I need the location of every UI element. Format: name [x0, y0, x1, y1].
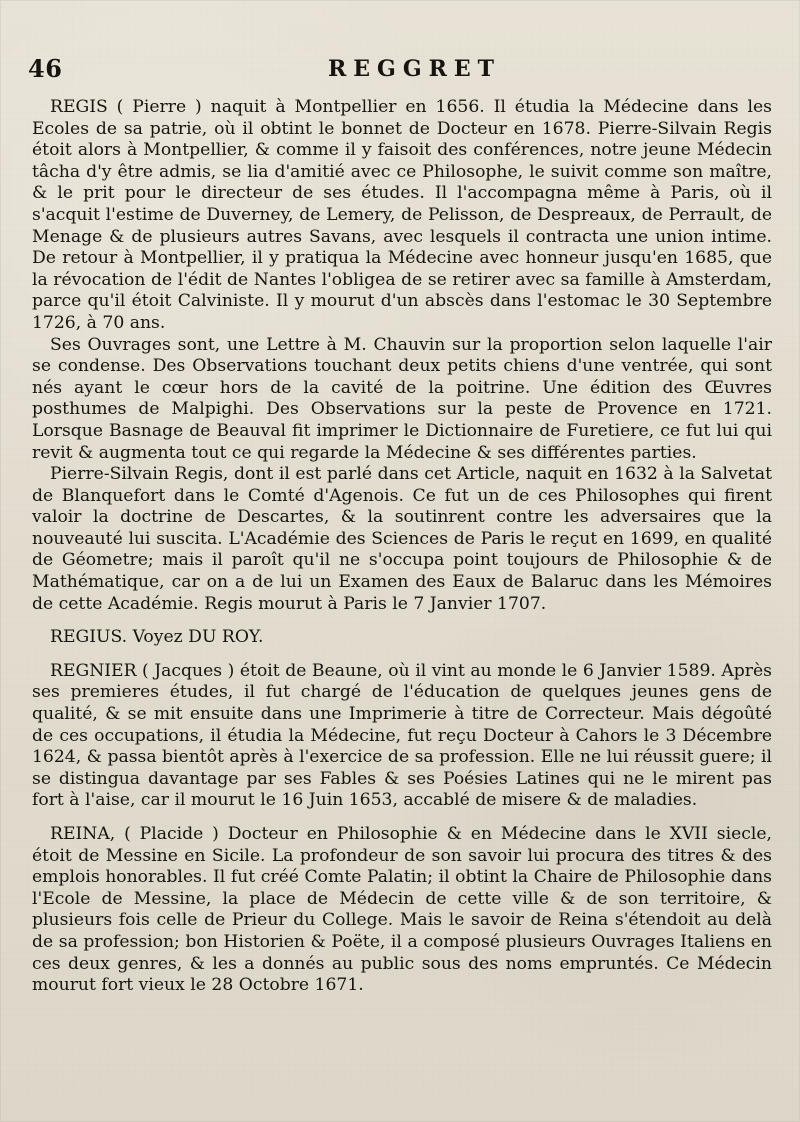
entry-spacer	[32, 615, 772, 627]
regis-paragraph-3: Pierre-Silvain Regis, dont il est parlé dans cet Article, naquit en 1632 à la Salvetat de Blanquefort dans le Comté d'Agenois. Ce fut un de ces Philosophes qui firent valoir la doctrine de Descartes, & la soutinrent contre les adversaires que la nouveauté lui suscita. L'Académie des Sciences de Paris le reçut en 1699, en qualité de Géometre; mais il paroît qu'il ne s'occupa point toujours de Philosophie & de Mathématique, car on a de lui un Examen des Eaux de Balaruc dans les Mémoires de cette Académie. Regis mourut à Paris le 7 Janvier 1707.	[32, 464, 772, 614]
regis-paragraph-2: Ses Ouvrages sont, une Lettre à M. Chauvin sur la proportion selon laquelle l'air se condense. Des Observations touchant deux petits chiens d'une ventrée, qui sont nés ayant le cœur hors de la cavité de la poitrine. Une édition des Œuvres posthumes de Malpighi. Des Observations sur la peste de Provence en 1721. Lorsque Basnage de Beauval fit imprimer le Dictionnaire de Furetiere, ce fut lui qui revit & augmenta tout ce qui regarde la Médecine & ses différentes parties.	[32, 334, 772, 463]
entry-spacer	[32, 649, 772, 661]
main-text	[32, 97, 772, 997]
reina-entry: REINA, ( Placide ) Docteur en Philosophie & en Médecine dans le XVII siecle, étoit de Messine en Sicile. La profondeur de son savoir lui procura des titres & des emplois honorables. Il fut créé Comte Palatin; il obtint la Chaire de Philosophie dans l'Ecole de Messine, la place de Médecin de cette ville & de son territoire, & plusieurs fois celle de Prieur du College. Mais le savoir de Reina s'étendoit au delà de sa profession; bon Historien & Poëte, il a composé plusieurs Ouvrages Italiens en ces deux genres, & les a donnés au public sous des noms empruntés. Ce Médecin mourut fort vieux le 28 Octobre 1671.	[32, 824, 772, 996]
entry-spacer	[32, 812, 772, 824]
page-header	[28, 54, 776, 84]
regius-entry: REGIUS. Voyez DU ROY.	[50, 627, 264, 648]
regis-paragraph-1: REGIS ( Pierre ) naquit à Montpellier en 1656. Il étudia la Médecine dans les Ecoles de sa patrie, où il obtint le bonnet de Docteur en 1678. Pierre-Silvain Regis étoit alors à Montpellier, & comme il y faisoit des conférences, notre jeune Médecin tâcha d'y être admis, se lia d'amitié avec ce Philosophe, le suivit comme son maître, & le prit pour le directeur de ses études. Il l'accompagna même à Paris, où il s'acquit l'estime de Duverney, de Lemery, de Pelisson, de Despreaux, de Perrault, de Menage & de plusieurs autres Savans, avec lesquels il contracta une union intime. De retour à Montpellier, il y pratiqua la Médecine avec honneur jusqu'en 1685, que la révocation de l'édit de Nantes l'obligea de se retirer avec sa famille à Amsterdam, parce qu'il étoit Calviniste. Il y mourut d'un abscès dans l'estomac le 30 Septembre 1726, à 70 ans.	[32, 97, 772, 333]
running-head: REGGRET	[328, 56, 502, 82]
regnier-entry: REGNIER ( Jacques ) étoit de Beaune, où il vint au monde le 6 Janvier 1589. Après ses premieres études, il fut chargé de l'éducation de quelques jeunes gens de qualité, & se mit ensuite dans une Imprimerie à titre de Correcteur. Mais dégoûté de ces occupations, il étudia la Médecine, fut reçu Docteur à Cahors le 3 Décembre 1624, & passa bientôt après à l'exercice de sa profession. Elle ne lui réussit guere; il se distingua davantage par ses Fables & ses Poésies Latines qui ne le mirent pas fort à l'aise, car il mourut le 16 Juin 1653, accablé de misere & de maladies.	[32, 660, 772, 811]
page-number: 46	[28, 54, 63, 83]
